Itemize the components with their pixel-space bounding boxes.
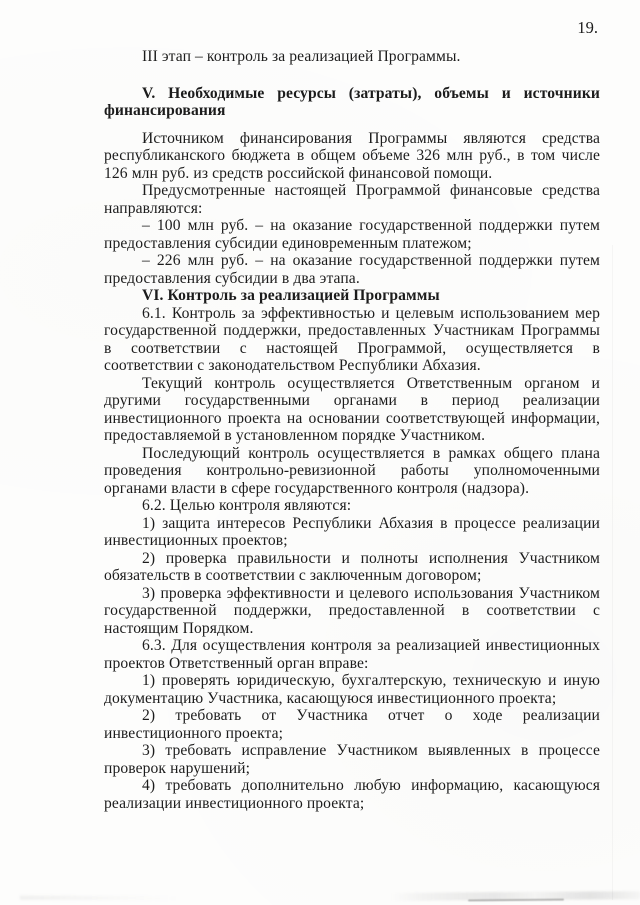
paragraph-subsequent-control: Последующий контроль осуществляется в рамках общего плана проведения контрольно-ревизионной работы уполномоченными органами власти в сфере государственного контроля (надзора). (104, 444, 600, 497)
list-item-right-3: 3) требовать исправление Участником выявленных в процессе проверок нарушений; (104, 742, 600, 777)
list-item-100-mln: – 100 млн руб. – на оказание государственной поддержки путем предоставления субсидии единовременным платежом; (104, 217, 600, 252)
section-vi-heading: VI. Контроль за реализацией Программы (142, 287, 440, 304)
list-item-goal-2: 2) проверка правильности и полноты исполнения Участником обязательств в соответствии с заключенным договором; (104, 549, 600, 584)
paragraph-funds-directed: Предусмотренные настоящей Программой финансовые средства направляются: (104, 182, 600, 217)
list-item-right-1: 1) проверять юридическую, бухгалтерскую, техническую и иную документацию Участника, касающуюся инвестиционного проекта; (104, 672, 600, 707)
paragraph-funding-source: Источником финансирования Программы являются средства республиканского бюджета в общем объеме 326 млн руб., в том числе 126 млн руб. из средств российской финансовой помощи. (104, 129, 600, 182)
paragraph-6-3: 6.3. Для осуществления контроля за реализацией инвестиционных проектов Ответственный орган вправе: (104, 637, 600, 672)
paragraph-stage-iii: III этап – контроль за реализацией Программы. (142, 48, 461, 65)
section-v-heading-line1: V. Необходимые ресурсы (затраты), объемы и источники (142, 84, 600, 102)
list-item-goal-3: 3) проверка эффективности и целевого использования Участником государственной поддержки, предоставленной в соответствии с настоящим Порядком. (104, 584, 600, 637)
paragraph-6-1: 6.1. Контроль за эффективностью и целевым использованием мер государственной поддержки, предоставленных Участникам Программы в соответствии с настоящей Программой, осуществляется в соответствии с законодательством Республики Абхазия. (104, 304, 600, 374)
page-number: 19. (577, 18, 598, 37)
document-body (104, 48, 600, 812)
paragraph-current-control: Текущий контроль осуществляется Ответственным органом и другими государственными органами в период реализации инвестиционного проекта на основании соответствующей информации, предоставляемой в установленном порядке Участником. (104, 374, 600, 444)
list-item-226-mln: – 226 млн руб. – на оказание государственной поддержки путем предоставления субсидии в два этапа. (104, 252, 600, 287)
section-v-heading (104, 85, 600, 120)
scan-smudge-line (468, 899, 564, 902)
section-v-heading-line2: финансирования (104, 102, 226, 119)
list-item-goal-1: 1) защита интересов Республики Абхазия в процессе реализации инвестиционных проектов; (104, 514, 600, 549)
list-item-right-2: 2) требовать от Участника отчет о ходе реализации инвестиционного проекта; (104, 707, 600, 742)
paragraph-6-2: 6.2. Целью контроля являются: (142, 497, 352, 514)
list-item-right-4: 4) требовать дополнительно любую информацию, касающуюся реализации инвестиционного проекта; (104, 777, 600, 812)
scan-edge-right (612, 245, 613, 900)
scan-smudge-bottom-left (20, 896, 180, 901)
